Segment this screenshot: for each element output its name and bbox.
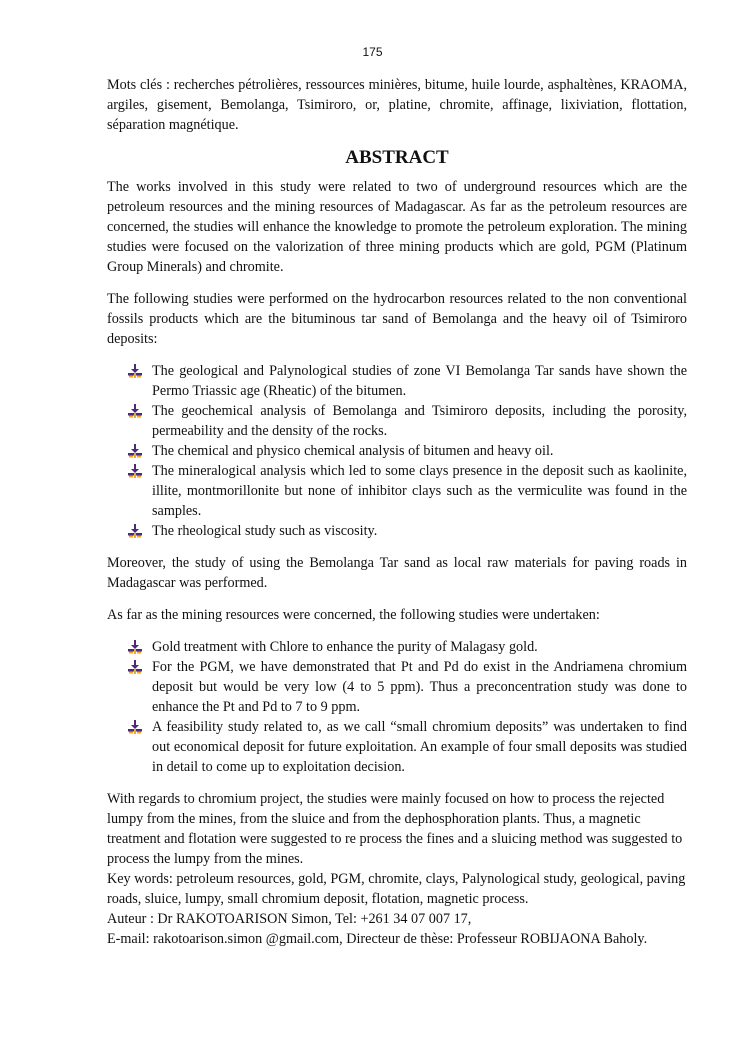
arrow-cross-bullet-icon xyxy=(128,524,142,538)
arrow-cross-bullet-icon xyxy=(128,660,142,674)
arrow-cross-bullet-icon xyxy=(128,364,142,378)
list-item xyxy=(107,361,687,401)
mining-paragraph: As far as the mining resources were concerned, the following studies were undertaken: xyxy=(107,607,600,623)
list-item xyxy=(107,521,687,541)
list-item-text: The chemical and physico chemical analysis of bitumen and heavy oil. xyxy=(152,443,554,459)
list-item xyxy=(107,657,687,717)
roads-paragraph: Moreover, the study of using the Bemolanga Tar sand as local raw materials for paving roads in Madagascar was performed. xyxy=(107,555,687,591)
intro-paragraph: The works involved in this study were related to two of underground resources which are the petroleum resources and the mining resources of Madagascar. As far as the petroleum resources are concerned, the studies will enhance the knowledge to promote the petroleum exploration. The mining studies were focused on the valorization of three mining products which are gold, PGM (Platinum Group Minerals) and chromite. xyxy=(107,179,687,275)
hydrocarbon-paragraph: The following studies were performed on the hydrocarbon resources related to the non conventional fossils products which are the bituminous tar sand of Bemolanga and the heavy oil of Tsimiroro deposits: xyxy=(107,291,687,347)
arrow-cross-bullet-icon xyxy=(128,404,142,418)
page-number: 175 xyxy=(362,45,383,59)
list-item xyxy=(107,461,687,521)
email-line: E-mail: rakotoarison.simon @gmail.com, Directeur de thèse: Professeur ROBIJAONA Baholy. xyxy=(107,931,648,947)
list-item xyxy=(107,717,687,777)
chromium-paragraph: With regards to chromium project, the studies were mainly focused on how to process the rejected lumpy from the mines, from the sluice and from the dephosphoration plants. Thus, a magnetic treatment and flotation were suggested to re process the fines and a sluicing method was suggested to process the lumpy from the mines. xyxy=(107,791,683,867)
list-item-text: The geological and Palynological studies of zone VI Bemolanga Tar sands have shown the Permo Triassic age (Rheatic) of the bitumen. xyxy=(152,363,687,399)
list-item-text: The mineralogical analysis which led to some clays presence in the deposit such as kaolinite, illite, montmorillonite but none of inhibitor clays such as the vermiculite was found in the samples. xyxy=(152,463,687,519)
arrow-cross-bullet-icon xyxy=(128,720,142,734)
list-item xyxy=(107,401,687,441)
arrow-cross-bullet-icon xyxy=(128,444,142,458)
arrow-cross-bullet-icon xyxy=(128,640,142,654)
list-item-text: Gold treatment with Chlore to enhance the purity of Malagasy gold. xyxy=(152,639,538,655)
english-keywords: Key words: petroleum resources, gold, PGM, chromite, clays, Palynological study, geological, paving roads, sluice, lumpy, small chromium deposit, flotation, magnetic process. xyxy=(107,871,686,907)
author-line: Auteur : Dr RAKOTOARISON Simon, Tel: +261 34 07 007 17, xyxy=(107,911,472,927)
list-item-text: For the PGM, we have demonstrated that Pt and Pd do exist in the Andriamena chromium deposit but would be very low (4 to 5 ppm). Thus a preconcentration study was done to enhance the Pt and Pd to 7 to 9 ppm. xyxy=(152,659,687,715)
list-item xyxy=(107,637,687,657)
list-item xyxy=(107,441,687,461)
arrow-cross-bullet-icon xyxy=(128,464,142,478)
hydrocarbon-list xyxy=(107,361,687,541)
french-keywords: Mots clés : recherches pétrolières, ressources minières, bitume, huile lourde, asphaltènes, KRAOMA, argiles, gisement, Bemolanga, Tsimiroro, or, platine, chromite, affinage, lixiviation, flottation, séparation magnétique. xyxy=(107,77,687,133)
mining-list xyxy=(107,637,687,777)
page-content xyxy=(107,75,687,949)
list-item-text: The geochemical analysis of Bemolanga and Tsimiroro deposits, including the porosity, permeability and the density of the rocks. xyxy=(152,403,687,439)
list-item-text: A feasibility study related to, as we call “small chromium deposits” was undertaken to find out economical deposit for future exploitation. An example of four small deposits was studied in detail to come up to exploitation decision. xyxy=(152,719,687,775)
abstract-title: ABSTRACT xyxy=(345,147,449,168)
list-item-text: The rheological study such as viscosity. xyxy=(152,523,378,539)
